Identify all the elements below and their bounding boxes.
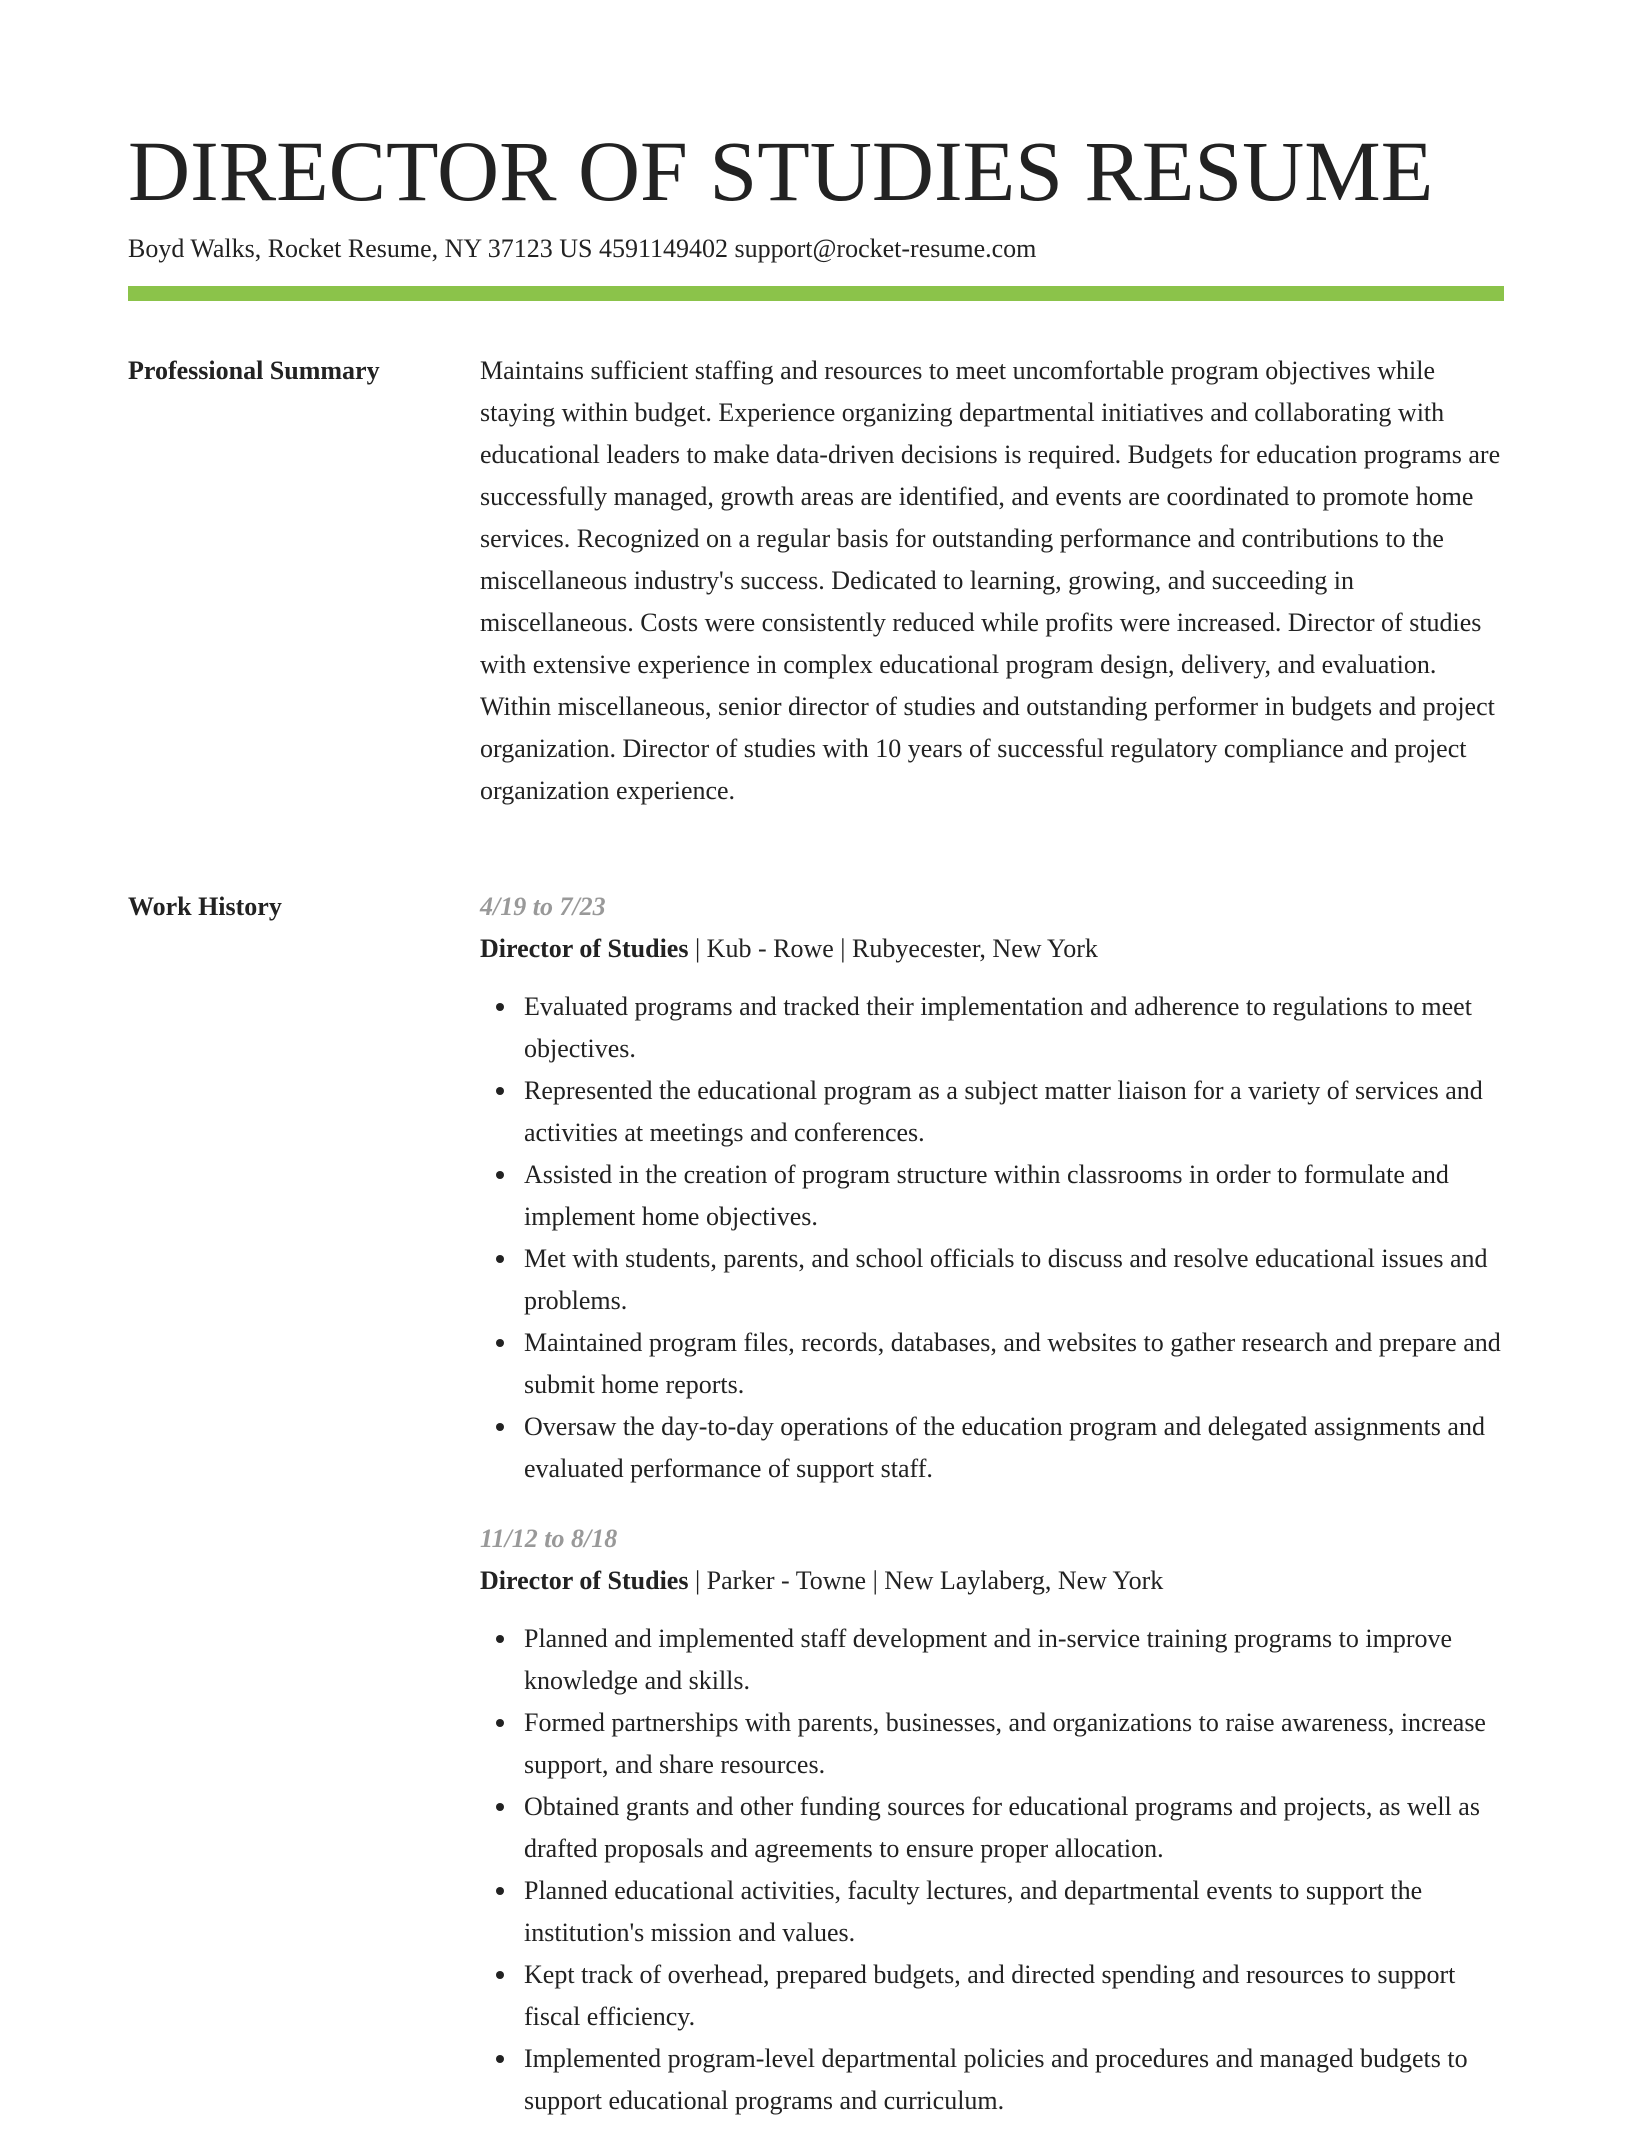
job-employer-location: | Parker - Towne | New Laylaberg, New York xyxy=(688,1566,1164,1595)
job-bullet-text: Obtained grants and other funding sources for educational programs and projects, as well as drafted proposals and agreements to ensure proper allocation. xyxy=(524,1792,1480,1863)
bullet-dot-icon xyxy=(496,1803,504,1811)
job-bullet-text: Oversaw the day-to-day operations of the education program and delegated assignments and evaluated performance of support staff. xyxy=(524,1412,1485,1483)
job-bullet-text: Formed partnerships with parents, businesses, and organizations to raise awareness, increase support, and share resources. xyxy=(524,1708,1486,1779)
job-employer-location: | Kub - Rowe | Rubyecester, New York xyxy=(688,934,1098,963)
resume-title: DIRECTOR OF STUDIES RESUME xyxy=(128,123,1434,219)
work-history-body xyxy=(480,886,1504,2150)
job-bullet-text: Implemented program-level departmental policies and procedures and managed budgets to support educational programs and curriculum. xyxy=(524,2044,1468,2115)
bullet-dot-icon xyxy=(496,1719,504,1727)
job-bullet-item xyxy=(524,1406,1504,1490)
summary-body xyxy=(480,350,1504,812)
job-title-line xyxy=(480,1560,1504,1602)
job-dates: 11/12 to 8/18 xyxy=(480,1524,618,1553)
job-title: Director of Studies xyxy=(480,934,689,963)
job-bullet-item xyxy=(524,1238,1504,1322)
job-bullet-text: Evaluated programs and tracked their implementation and adherence to regulations to meet objectives. xyxy=(524,992,1472,1063)
job-dates: 4/19 to 7/23 xyxy=(480,892,606,921)
job-bullet-item xyxy=(524,1154,1504,1238)
bullet-dot-icon xyxy=(496,1971,504,1979)
job-bullet-list xyxy=(480,986,1504,1490)
job-bullet-item xyxy=(524,1702,1504,1786)
job-entry xyxy=(480,1518,1504,2122)
job-bullet-list xyxy=(480,1618,1504,2122)
accent-divider xyxy=(128,286,1504,301)
job-bullet-text: Assisted in the creation of program structure within classrooms in order to formulate and implement home objectives. xyxy=(524,1160,1449,1231)
job-bullet-text: Maintained program files, records, databases, and websites to gather research and prepare and submit home reports. xyxy=(524,1328,1501,1399)
bullet-dot-icon xyxy=(496,1423,504,1431)
summary-text: Maintains sufficient staffing and resources to meet uncomfortable program objectives while staying within budget. Experience organizing departmental initiatives and collaborating with educational leaders to make data-driven decisions is required. Budgets for education programs are successfully managed, growth areas are identified, and events are coordinated to promote home services. Recognized on a regular basis for outstanding performance and contributions to the miscellaneous industry's success. Dedicated to learning, growing, and succeeding in miscellaneous. Costs were consistently reduced while profits were increased. Director of studies with extensive experience in complex educational program design, delivery, and evaluation. Within miscellaneous, senior director of studies and outstanding performer in budgets and project organization. Director of studies with 10 years of successful regulatory compliance and project organization experience. xyxy=(480,356,1501,805)
job-bullet-item xyxy=(524,1786,1504,1870)
bullet-dot-icon xyxy=(496,1003,504,1011)
work-history-heading: Work History xyxy=(128,892,282,921)
bullet-dot-icon xyxy=(496,1635,504,1643)
job-bullet-item xyxy=(524,986,1504,1070)
job-entry xyxy=(480,886,1504,1490)
bullet-dot-icon xyxy=(496,1171,504,1179)
job-title-line xyxy=(480,928,1504,970)
job-bullet-item xyxy=(524,1618,1504,1702)
job-bullet-text: Kept track of overhead, prepared budgets, and directed spending and resources to support fiscal efficiency. xyxy=(524,1960,1456,2031)
job-bullet-item xyxy=(524,2038,1504,2122)
job-bullet-item xyxy=(524,1954,1504,2038)
bullet-dot-icon xyxy=(496,1887,504,1895)
contact-line: Boyd Walks, Rocket Resume, NY 37123 US 4591149402 support@rocket-resume.com xyxy=(128,234,1037,263)
bullet-dot-icon xyxy=(496,2055,504,2063)
job-bullet-text: Planned educational activities, faculty lectures, and departmental events to support the institution's mission and values. xyxy=(524,1876,1423,1947)
bullet-dot-icon xyxy=(496,1255,504,1263)
job-bullet-text: Met with students, parents, and school officials to discuss and resolve educational issues and problems. xyxy=(524,1244,1488,1315)
job-bullet-item xyxy=(524,1070,1504,1154)
job-bullet-item xyxy=(524,1322,1504,1406)
bullet-dot-icon xyxy=(496,1339,504,1347)
job-title: Director of Studies xyxy=(480,1566,689,1595)
job-bullet-item xyxy=(524,1870,1504,1954)
bullet-dot-icon xyxy=(496,1087,504,1095)
job-bullet-text: Represented the educational program as a subject matter liaison for a variety of services and activities at meetings and conferences. xyxy=(524,1076,1483,1147)
job-bullet-text: Planned and implemented staff development and in-service training programs to improve knowledge and skills. xyxy=(524,1624,1453,1695)
summary-heading: Professional Summary xyxy=(128,356,380,385)
